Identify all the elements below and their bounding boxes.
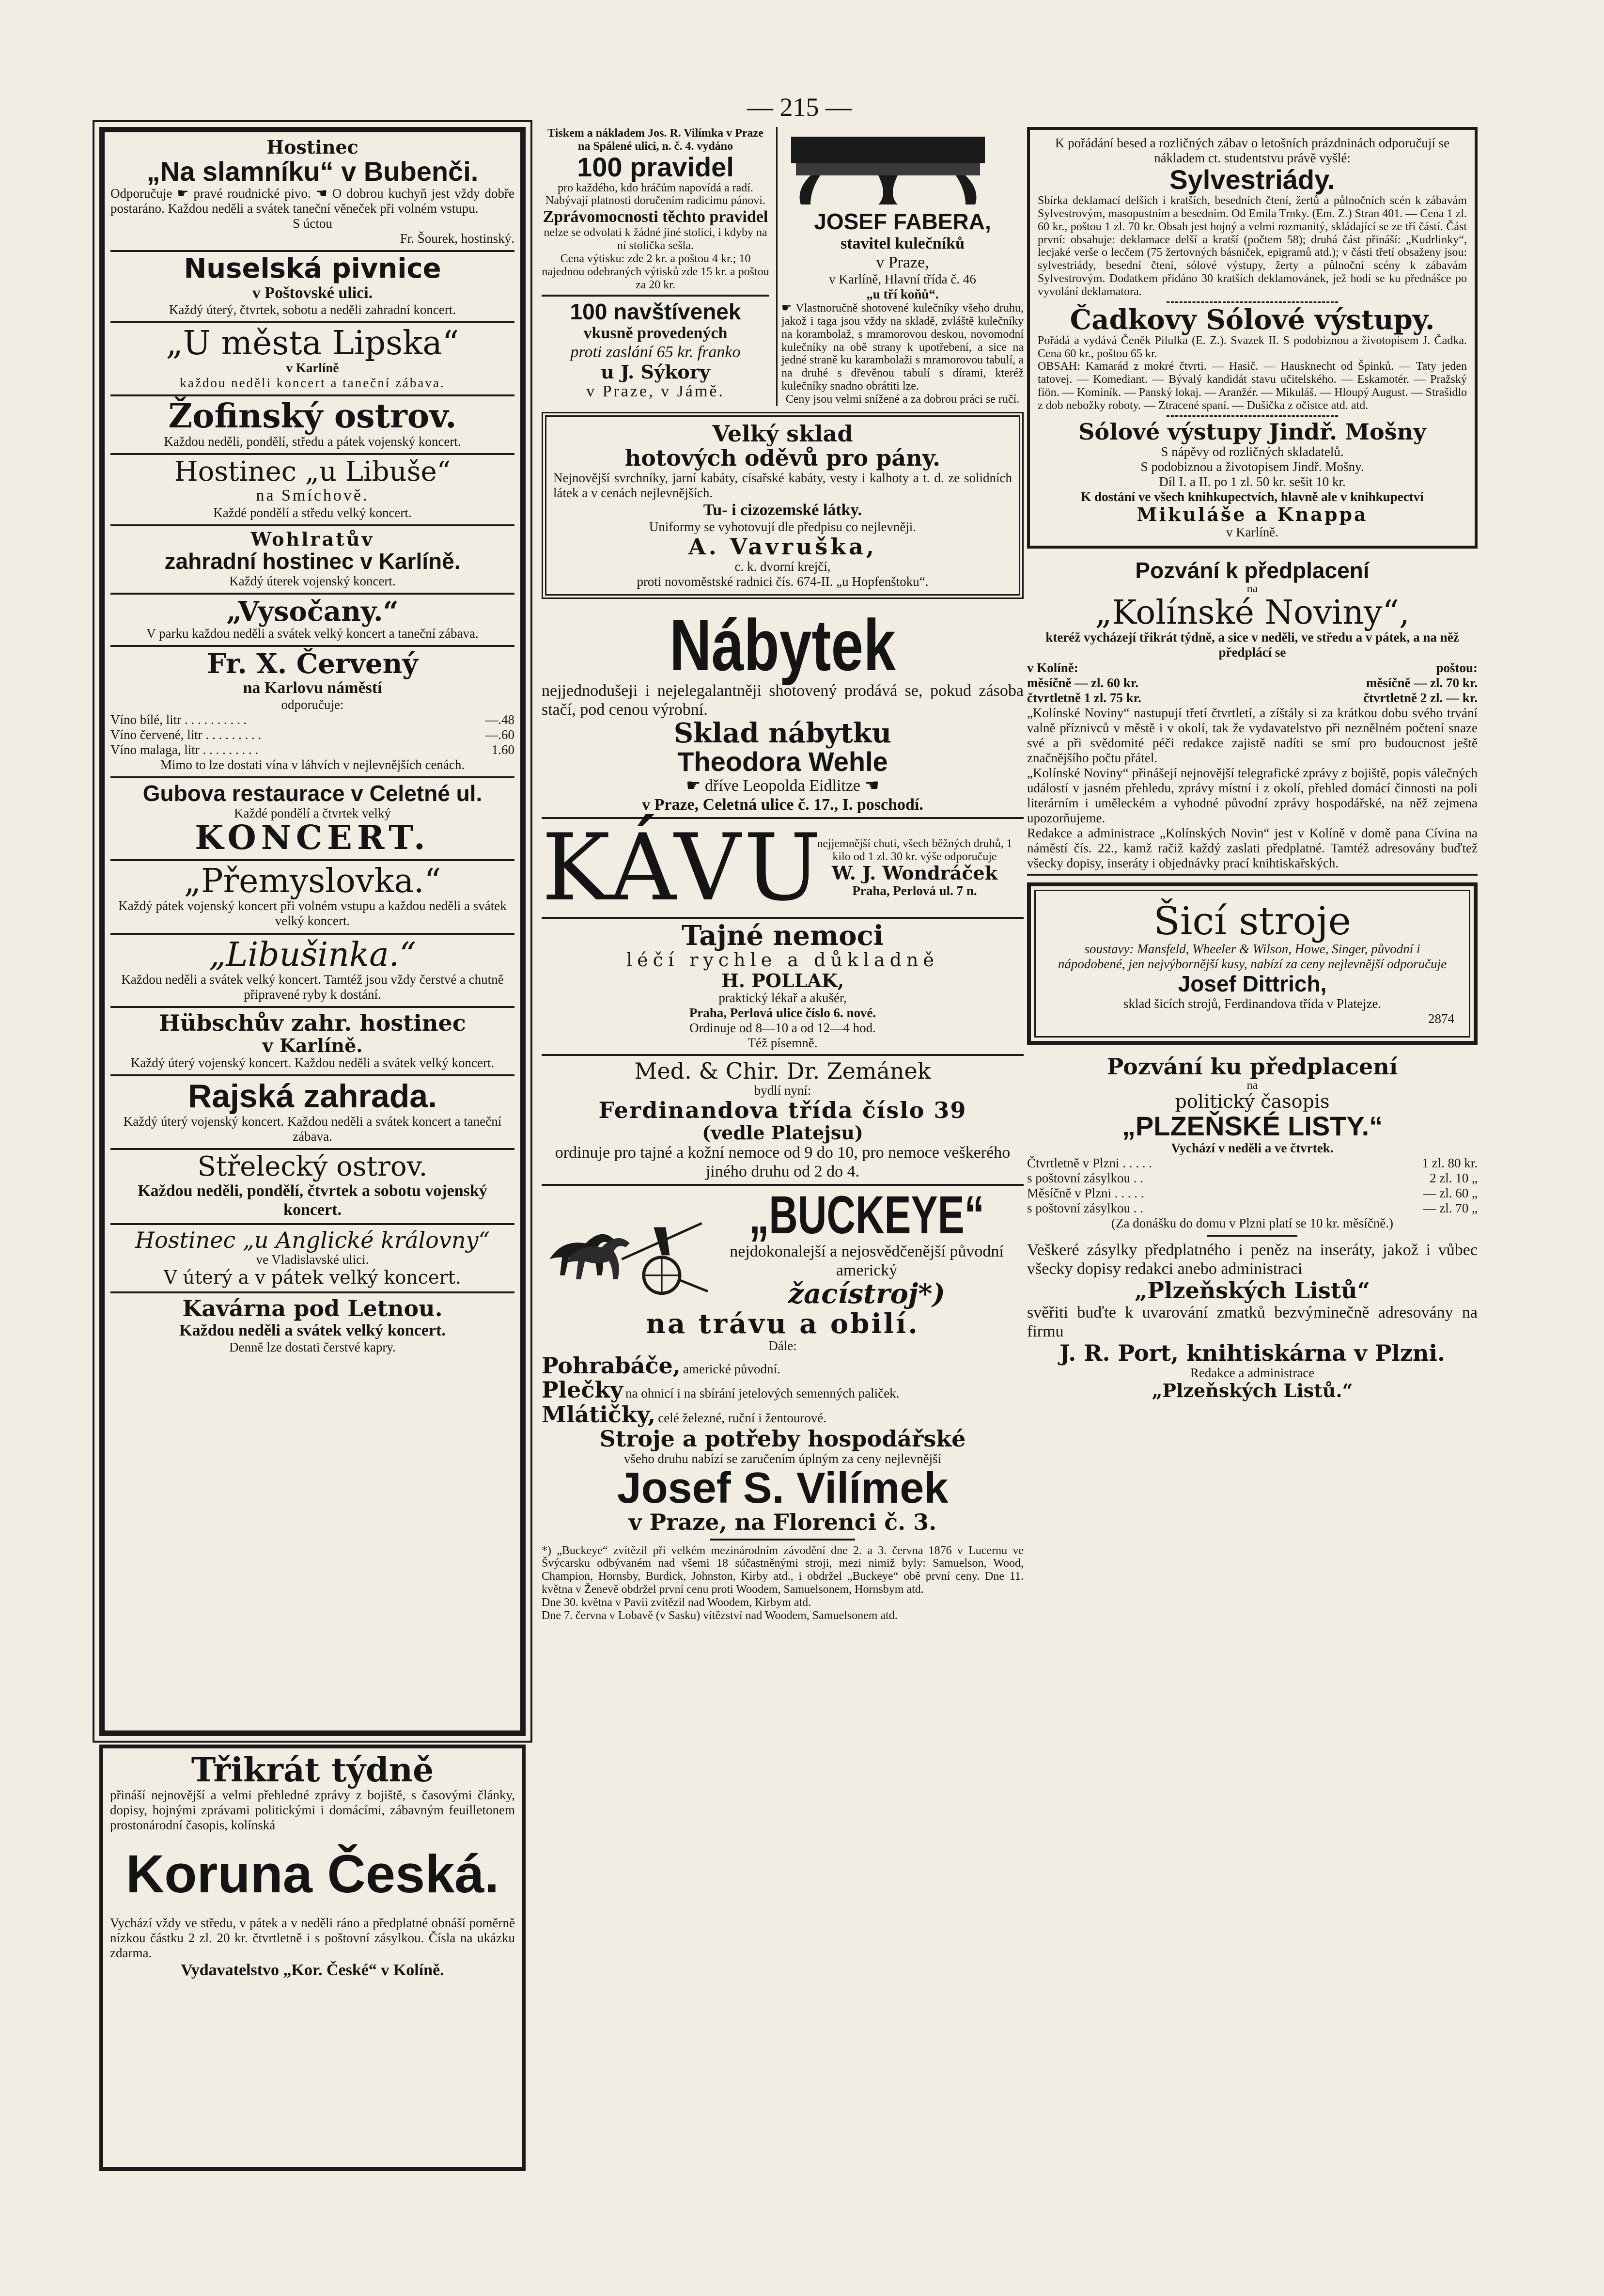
ad-subtitle: v Karlíně <box>286 361 339 376</box>
ad-title: Sylvestriády. <box>1169 164 1335 195</box>
ad-text: Praha, Perlová ulice číslo 6. nové. <box>689 1006 876 1021</box>
ad-subtitle: odporučuje: <box>281 697 344 712</box>
price-row <box>110 712 514 727</box>
price-header <box>1027 660 1478 676</box>
ad-text: proti novoměstské radnici čís. 674-II. „u Hopfenštoku“. <box>637 574 929 589</box>
ad-text: celé železné, ruční i žentourové. <box>658 1410 827 1425</box>
ad-subtitle: na Smíchově. <box>256 487 369 505</box>
billiard-table-illustration <box>781 127 995 209</box>
ad-text: Odporučuje ☛ pravé roudnické pivo. ☚ O dobrou kuchyň jest vždy dobře postaráno. Každou neděli a svátek taneční věneček při volném vstupu. <box>110 186 514 216</box>
ad-text: Každý úterý, čtvrtek, sobotu a neděli zahradní koncert. <box>169 302 456 317</box>
ad-sici-stroje <box>1027 882 1478 1045</box>
ad-text: Vychází v neděli a ve čtvrtek. <box>1171 1141 1334 1156</box>
price-row <box>1027 691 1478 706</box>
divider <box>110 524 514 526</box>
ad-text: Každou neděli, pondělí, středu a pátek vojenský koncert. <box>164 434 461 449</box>
ad-text: K pořádání besed a rozličných zábav o letošních prázdninách odporučují se nákladem ct. studentstvu právě vyšlé: <box>1055 136 1450 166</box>
ad-josef-fabera <box>776 127 1024 406</box>
divider <box>110 1223 514 1225</box>
ad-subtitle: ve Vladislavské ulici. <box>256 1252 369 1267</box>
ad-title: Stroje a potřeby hospodářské <box>599 1426 966 1452</box>
ad-footer: Vydavatelstvo „Kor. České“ v Kolíně. <box>181 1961 444 1979</box>
ad-text: vkusně provedených <box>583 324 728 343</box>
ad-title: „Na slamníku“ v Bubenči. <box>146 156 479 187</box>
ad-text: S podobiznou a životopisem Jindř. Mošny. <box>1140 459 1364 474</box>
ad-text: sklad šicích strojů, Ferdinandova třída v Platejze. <box>1123 996 1382 1011</box>
ad-text: soustavy: Mansfeld, Wheeler & Wilson, Howe, Singer, původní i nápodobené, jen nejvýbornější kusy, nabízí za ceny nejlevnější odporučuje <box>1058 942 1447 972</box>
ad-text: (vedle Platejsu) <box>702 1121 863 1144</box>
ad-subtitle: v Karlíně. <box>262 1034 363 1056</box>
buckeye-header <box>542 1185 1024 1310</box>
ad-text: Mimo to lze dostati vína v láhvích v nejlevnějších cenách. <box>160 757 465 772</box>
ad-text: Každou neděli a svátek velký koncert. <box>179 1321 446 1339</box>
ad-text: Každý úterý vojenský koncert. Každou neděli a svátek velký koncert. <box>130 1055 495 1070</box>
divider <box>542 1054 1024 1056</box>
divider <box>110 1291 514 1293</box>
ad-text: na <box>1246 582 1258 596</box>
ad-text: v Praze, Celetná ulice č. 17., I. poschodí. <box>642 795 923 814</box>
ad-title: Zprávomocnosti těchto pravidel <box>543 208 768 226</box>
ad-hubschuv <box>110 1011 514 1070</box>
price-label: Měsíčně v Plzni <box>1027 1186 1111 1201</box>
ad-buckeye <box>542 1185 1024 1622</box>
ad-u-mesta-lipska <box>110 326 514 391</box>
ad-text: Každé pondělí a středu velký koncert. <box>213 505 412 520</box>
ad-title: „PLZEŇSKÉ LISTY.“ <box>1121 1111 1383 1142</box>
divider <box>110 645 514 647</box>
ad-tajne-nemoci <box>542 919 1024 1051</box>
ad-title: Hübschův zahr. hostinec <box>159 1009 466 1036</box>
ad-item: Plečky <box>542 1377 623 1403</box>
ad-text: politický časopis <box>1175 1091 1330 1113</box>
ad-text: Veškeré zásylky předplatného i peněz na inseráty, jakož i vůbec všecky dopisy redakci anebo administraci <box>1027 1241 1478 1278</box>
price-value: měsíčně — zl. 60 kr. <box>1027 675 1138 690</box>
ad-title: Pozvání k předplacení <box>1135 557 1370 583</box>
ad-text: každou neděli koncert a taneční zábava. <box>180 376 445 391</box>
page-number: — 215 — <box>747 93 852 122</box>
divider <box>110 453 514 455</box>
ad-text: svěřiti buďte k uvarování zmatků bezvýminečně adresovány na firmu <box>1027 1304 1478 1341</box>
ad-text: nejjednodušeji i nejelegalantněji shotovený prodává se, pokud zásoba stačí, pod cenou výrobní. <box>542 681 1024 719</box>
price-label: Víno malaga, litr <box>110 742 200 757</box>
divider <box>1207 1235 1297 1237</box>
price-label: Víno bílé, litr <box>110 712 182 727</box>
divider <box>110 250 514 252</box>
ad-title: Velký sklad <box>712 420 853 447</box>
ad-text: Každý úterý vojenský koncert. Každou neděli a svátek koncert a taneční zábava. <box>123 1114 502 1144</box>
ad-title: Gubova restaurace v Celetné ul. <box>142 780 483 806</box>
ad-title: J. R. Port, knihtiskárna v Plzni. <box>1059 1340 1445 1367</box>
price-row <box>1027 1201 1478 1216</box>
ad-nuselska-pivnice <box>110 252 514 317</box>
ad-text: ☛ Vlastnoručně shotovené kulečníky všeho druhu, jakož i taga jsou vždy na skladě, zvláště kulečníky na korambolaž, s mramorovou deskou, novomodní kulečníky na obě strany k upotřebení, a sice na jedné straně ku karambolaži s mramorovou tabulí, a na druhé s dřevěnou tabulí s dírami, kteréž kulečníky snadno obrátiti lze. <box>781 301 1024 393</box>
ad-text: stavitel kulečníků <box>841 234 965 252</box>
ad-anglicka-kralovna <box>110 1228 514 1288</box>
ad-footnote: Dne 7. června v Lobavě (v Sasku) vítězství nad Woodem, Samuelsonem atd. <box>542 1609 898 1622</box>
price-label: Víno červené, litr <box>110 727 202 742</box>
price-label: v Kolíně: <box>1027 660 1078 675</box>
ad-title: 100 navštívenek <box>570 299 741 324</box>
divider <box>110 776 514 778</box>
price-dots: . . . . . . . . . . <box>181 712 247 727</box>
ad-title: Hostinec „u Libuše“ <box>174 456 451 488</box>
ad-text: americké původní. <box>683 1361 780 1376</box>
ad-koruna-ceska <box>99 1745 526 2171</box>
ad-title: Žofinský ostrov. <box>168 397 457 436</box>
ad-text: Sbírka deklamací delších i kratších, besedních čtení, žertů a půlnočních scén k zábavám Sylvestrovým, masopustním a besedním. Od Emila Trnky. (Em. Z.) Stran 401. — Cena 1 zl. 60 kr., poštou 1 zl. 70 kr. Obsah jest hojný a velmi rozmanitý, skládající se ze tří částí. Část první: obsahuje: deklamace delší a kratší (počtem 58); druhá část přináší: „Kudrlinky“, lecjaké verše o lecčem (75 žertovných básniček, epigramů atd.); v části třetí obsaženy jsou: sylvestriády, besední čtení, sólové výstupy, žerty a půlnoční scény k zábavám Sylvestrovým. Dodatkem přidáno 30 kratších deklamovánek, jež hodí se ku přednášce po vyvolání deklamatora. <box>1038 194 1467 299</box>
ad-text: na <box>1246 1079 1258 1092</box>
divider <box>110 1074 514 1076</box>
divider <box>1167 301 1338 303</box>
price-value: — zl. 60 „ <box>1423 1186 1478 1201</box>
price-value: 1.60 <box>491 742 514 757</box>
ad-title: Sklad nábytku <box>673 717 892 750</box>
price-row <box>1027 1156 1478 1171</box>
divider <box>110 394 514 396</box>
ad-text: Ordinuje od 8—10 a od 12—4 hod. <box>689 1021 876 1036</box>
price-value: — zl. 70 „ <box>1423 1201 1478 1216</box>
ad-title: Josef Dittrich, <box>1178 971 1327 997</box>
ad-title: „Plzeňských Listů“ <box>1134 1277 1370 1304</box>
divider <box>110 321 514 323</box>
ad-big-title: „BUCKEYE“ <box>749 1185 985 1245</box>
ad-fr-x-cerveny <box>110 647 514 772</box>
ad-text: přináší nejnovější a velmi přehledné zprávy z bojiště, s časovými články, dopisy, hojnými zprávami politickými i domácími, zábavným feuilletonem prostonárodní časopis, kolínská <box>110 1788 515 1833</box>
ad-text: Cena výtisku: zde 2 kr. a poštou 4 kr.; 10 najednou odebraných výtisků zde 15 kr. a poštou za 20 kr. <box>542 252 769 291</box>
ad-hostinec-u-libuse <box>110 458 514 520</box>
column-2 <box>542 127 1024 2172</box>
ad-title: zahradní hostinec v Karlíně. <box>164 549 461 574</box>
buckeye-list <box>542 1353 1024 1427</box>
ad-text: v Praze, v Jámě. <box>586 382 725 401</box>
ad-text: c. k. dvorní krejčí, <box>734 559 831 574</box>
price-row <box>1027 1186 1478 1201</box>
ad-title: Theodora Wehle <box>677 746 888 777</box>
ad-text: ☛ dříve Leopolda Eidlitze ☚ <box>686 776 879 795</box>
price-dots: . . . . . . . . . <box>202 727 262 742</box>
price-value: měsíčně — zl. 70 kr. <box>1366 675 1478 690</box>
ad-text: kteréž vycházejí třikrát týdně, a sice v neděli, ve středu a v pátek, a na něž předplácí se <box>1045 630 1459 660</box>
ad-title: JOSEF FABERA, <box>814 209 991 234</box>
buckeye-title <box>710 1185 1024 1310</box>
ad-big-title: Josef S. Vilímek <box>617 1464 949 1513</box>
ad-nabytek <box>542 604 1024 814</box>
ad-text: Tu- i cizozemské látky. <box>703 501 862 519</box>
ad-rajska-zahrada <box>110 1079 514 1144</box>
ad-text: Uniformy se vyhotovují dle předpisu co nejlevněji. <box>649 519 917 535</box>
ad-sign: S úctou <box>293 216 332 231</box>
ad-text: H. POLLAK, <box>721 969 844 991</box>
ad-title: Třikrát týdně <box>191 1751 434 1790</box>
price-dots: . . <box>1130 1171 1143 1186</box>
ad-strelecky-ostrov <box>110 1150 514 1219</box>
ad-text: nejjemnější chuti, všech běžných druhů, 1 kilo od 1 zl. 30 kr. výše odporučuje <box>817 837 1012 863</box>
ad-title: Střelecký ostrov. <box>197 1150 428 1182</box>
ad-big-title: Koruna Česká. <box>125 1844 499 1904</box>
price-label: s poštovní zásylkou <box>1027 1201 1130 1216</box>
ad-kavarna-pod-letnou <box>110 1296 514 1355</box>
ad-text: Ceny jsou velmi snížené a za dobrou práci se ručí. <box>785 393 1020 406</box>
ad-item: Mlátičky, <box>542 1401 656 1428</box>
ad-text: v Praze, <box>876 253 929 271</box>
ad-text: Redakce a administrace „Kolínských Novin“ jest v Kolíně v domě pana Cívina na náměstí čís. 22., kamž račiž každý zaslati předplatné. Tamtéž adresovány buďtež všecky dopisy, inseráty i objednávky prací knihtiskařských. <box>1027 826 1478 871</box>
ad-kicker: Wohlratův <box>250 528 374 550</box>
price-dots: . . . . . . . . . <box>199 742 259 757</box>
divider <box>710 1539 855 1541</box>
ad-text: Tiskem a nákladem Jos. R. Vilímka v Praze na Spálené ulici, n. č. 4. vydáno <box>547 127 763 153</box>
ad-sylvestriady-box <box>1027 127 1478 549</box>
price-dots: . . <box>1130 1201 1143 1216</box>
top-row <box>542 127 1024 406</box>
column-3 <box>1027 127 1478 2172</box>
ad-text: V úterý a v pátek velký koncert. <box>164 1266 461 1288</box>
ad-title: „Libušinka.“ <box>208 935 417 974</box>
ad-text: Pořádá a vydává Čeněk Pilulka (E. Z.). Svazek II. S podobiznou a životopisem J. Čadka. Cena 60 kr., poštou 65 kr. <box>1038 334 1467 360</box>
wine-price-list <box>110 712 514 757</box>
ad-title: „Vysočany.“ <box>226 596 399 628</box>
ad-plzenske-listy <box>1027 1054 1478 1401</box>
plzen-price-list <box>1027 1156 1478 1216</box>
ad-text: „Kolínské Noviny“ nastupují třetí čtvrtletí, a zíštály si za krátkou dobu svého trvání valně příznivců v městě i v okolí, tak že vydavatelstvo při neznělném počtení snaze své a při svědomité péči redakce zajistě nadíti se smí pro budoucnost ještě značnějšího počtu přátel. <box>1027 705 1478 765</box>
divider <box>110 1006 514 1008</box>
ad-wohlratuv <box>110 529 514 589</box>
price-row <box>1027 676 1478 691</box>
price-value: čtvrtletně 2 zl. — kr. <box>1363 690 1478 705</box>
ad-text: proti zaslání 65 kr. franko <box>570 343 741 362</box>
price-value: 1 zl. 80 kr. <box>1422 1156 1478 1171</box>
ad-big-title: Nábytek <box>670 604 896 686</box>
ad-sign: Fr. Šourek, hostinský. <box>400 231 514 246</box>
ad-title: žacístroj*) <box>788 1277 945 1310</box>
ad-title: Čadkovy Sólové výstupy. <box>1070 303 1435 336</box>
ad-text: u J. Sýkory <box>601 361 710 383</box>
ad-title: Nuselská pivnice <box>184 252 441 284</box>
price-row <box>110 727 514 742</box>
ad-title: Šicí stroje <box>1153 898 1351 944</box>
ad-dr-zemanek <box>542 1059 1024 1181</box>
ad-text: v Karlíně. <box>1226 524 1278 539</box>
ad-text: Vychází vždy ve středu, v pátek a v neděli ráno a předplatné obnáší poměrně nízkou částku 2 zl. 20 kr. čtvrtletně i s poštovní zásylkou. Čísla na ukázku zdarma. <box>110 1915 515 1960</box>
ad-text: Každou neděli, pondělí, čtvrtek a sobotu vojenský koncert. <box>138 1181 487 1219</box>
ad-na-slamniku <box>110 137 514 246</box>
ad-zofinsky-ostrov <box>110 399 514 449</box>
price-dots: . . . . . <box>1111 1186 1144 1201</box>
ad-text: nejdokonalejší a nejosvědčenější původní americký <box>730 1242 1004 1279</box>
ad-item: Pohrabáče, <box>542 1352 681 1379</box>
ad-text: Denně lze dostati čerstvé kapry. <box>229 1340 396 1355</box>
ad-text: „Kolínské Noviny“ přinášejí nejnovější telegrafické zprávy z bojiště, popis válečných událostí v jasném přehledu, zprávy místní i z okolí, přehled domácí činnosti na poli literárním i uměleckém a vyhodné původní zprávy hospodářské, na něž zejmena upozorňujeme. <box>1027 765 1478 825</box>
ad-footnote: Dne 30. května v Pavii zvítězil nad Woodem, Kirbym atd. <box>542 1596 811 1609</box>
ad-text: léčí rychle a důkladně <box>626 949 939 971</box>
ad-text: Každý pátek vojenský koncert při volném vstupu a každou neděli a svátek velký koncert. <box>118 898 507 928</box>
ad-text: Redakce a administrace <box>1190 1365 1315 1380</box>
ad-big-title: KÁVU <box>542 814 825 921</box>
price-label: Čtvrtletně v Plzni <box>1027 1156 1120 1171</box>
ad-text: bydlí nyní: <box>754 1083 811 1098</box>
ad-text: Praha, Perlová ul. 7 n. <box>852 883 977 898</box>
price-value: —.48 <box>485 712 514 727</box>
divider <box>110 933 514 935</box>
ad-text: Též písemně. <box>747 1036 818 1051</box>
ad-kolinske-noviny <box>1027 558 1478 871</box>
ad-kavu <box>542 814 1024 921</box>
ad-velky-sklad <box>542 412 1024 599</box>
ad-number: 2874 <box>1428 1011 1454 1026</box>
ad-title: „Kolínské Noviny“, <box>1095 594 1410 632</box>
ad-text: (Za donášku do domu v Plzni platí se 10 kr. měsíčně.) <box>1111 1216 1393 1231</box>
ad-text: nelze se odvolati k žádné jiné stolici, i kdyby na ní stolička sešla. <box>544 226 767 252</box>
ad-title: v Praze, na Florenci č. 3. <box>628 1509 937 1536</box>
ad-text: Každé pondělí a čtvrtek velký <box>234 805 391 820</box>
divider <box>110 859 514 861</box>
horse-mower-illustration <box>542 1189 710 1310</box>
ad-kavu-details <box>813 837 1016 899</box>
divider <box>1167 415 1338 417</box>
ad-subtitle: na Karlovu náměstí <box>243 678 382 697</box>
column-1-restaurants <box>99 127 526 1736</box>
ad-title: Mikuláše a Knappa <box>1137 503 1368 525</box>
ad-big-word: KONCERT. <box>195 818 430 857</box>
ad-kicker: Hostinec <box>266 136 358 158</box>
ad-text: Každou neděli a svátek velký koncert. Tamtéž jsou vždy čerstvé a chutně připravené ryby k dostání. <box>121 972 504 1002</box>
ad-text: ordinuje pro tajné a kožní nemoce od 9 do 10, pro nemoce veškerého jiného druhu od 2 do 4. <box>555 1143 1011 1180</box>
price-value: —.60 <box>485 727 514 742</box>
ad-text: OBSAH: Kamarád z mokré čtvrti. — Hasič. — Hausknecht od Špinků. — Taty jeden tatovej. — Komediant. — Bývalý kandidát stavu učitelského. — Eskamotér. — Pražský fiön. — Kominík. — Panský lokaj. — Aranžér. — Mikuláš. — Hloupý August. — Strašidlo z dob nebožky roboty. — Ztracené spaní. — Dušička z očistce atd. atd. <box>1038 360 1467 412</box>
ad-text: Díl I. a II. po 1 zl. 50 kr. sešit 10 kr. <box>1159 474 1346 489</box>
ad-text: v Karlíně, Hlavní třída č. 46 <box>829 271 976 286</box>
ad-title: Hostinec „u Anglické královny“ <box>135 1227 490 1253</box>
ad-libusinka <box>110 935 514 1002</box>
divider <box>1027 874 1478 876</box>
ad-premyslovka <box>110 864 514 928</box>
ad-title: 100 pravidel <box>577 151 734 182</box>
price-row <box>1027 1171 1478 1186</box>
ad-title: Tajné nemoci <box>681 919 884 952</box>
price-label: s poštovní zásylkou <box>1027 1171 1130 1186</box>
price-row <box>110 742 514 757</box>
ad-title: Ferdinandova třída číslo 39 <box>598 1097 967 1124</box>
ad-text: na ohnicí i na sbírání jetelových semenných paliček. <box>625 1386 900 1401</box>
price-value: 2 zl. 10 „ <box>1430 1171 1478 1186</box>
ad-text: Dále: <box>768 1338 797 1353</box>
ad-title: Fr. X. Červený <box>207 647 418 680</box>
ad-subtitle: v Poštovské ulici. <box>252 283 373 302</box>
ad-title: Kavárna pod Letnou. <box>182 1295 443 1322</box>
divider <box>110 1148 514 1150</box>
ad-text: pro každého, kdo hráčům napovídá a radí. Nabývají platnosti doručením radicimu pánovi. <box>545 181 765 207</box>
ad-title: Sólové výstupy Jindř. Mošny <box>1078 418 1426 445</box>
ad-title: Rajská zahrada. <box>187 1078 437 1115</box>
ad-title: Pozvání ku předplacení <box>1106 1053 1398 1080</box>
ad-text: S nápěvy od rozličných skladatelů. <box>1161 444 1344 459</box>
ad-100-pravidel <box>542 127 769 406</box>
ad-title: „Plzeňských Listů.“ <box>1152 1379 1353 1401</box>
divider <box>110 593 514 595</box>
ad-text: „u tří koňů“. <box>866 286 939 301</box>
ad-text: všeho druhu nabízí se zaručením úplným za ceny nejlevnější <box>623 1451 942 1466</box>
ad-gubova-restaurace <box>110 781 514 855</box>
price-value: čtvrtletně 1 zl. 75 kr. <box>1027 690 1141 705</box>
ad-title: A. Vavruška, <box>688 534 877 560</box>
ad-text: Nejnovější svrchníky, jarní kabáty, císařské kabáty, vesty i kalhoty a t. d. ze solidních látek a v cenách nejlevnějších. <box>553 471 1012 501</box>
ad-footnote: *) „Buckeye“ zvítězil při velkém mezinárodním závodění dne 2. a 3. června 1876 v Lucernu ve Švýcarsku odbývaném nad všemi 18 súčastněnými stroji, mezi nimiž byly: Samuelson, Wood, Champion, Hornsby, Burdick, Johnston, Kirby atd., i obdržel „Buckeye“ obě první ceny. Dne 11. května v Ženevě obdržel první cenu proti Woodem, Samuelsonem, Hornsbym atd. <box>542 1544 1024 1596</box>
ad-title: na trávu a obilí. <box>646 1307 919 1340</box>
ad-text: praktický lékař a akušér, <box>718 991 847 1006</box>
ad-title: Med. & Chir. Dr. Zemánek <box>634 1057 931 1084</box>
ad-text: K dostání ve všech knihkupectvích, hlavně ale v knihkupectví <box>1081 489 1424 504</box>
divider <box>542 295 769 297</box>
price-label: poštou: <box>1436 660 1478 675</box>
ad-vysocany <box>110 598 514 641</box>
ad-title: „U města Lipska“ <box>166 324 459 362</box>
ad-text: Každý úterek vojenský koncert. <box>229 573 396 588</box>
ad-text: V parku každou neděli a svátek velký koncert a taneční zábava. <box>146 626 479 641</box>
ad-title: „Přemyslovka.“ <box>184 862 441 901</box>
ad-text: W. J. Wondráček <box>831 862 998 884</box>
price-dots: . . . . . <box>1119 1156 1152 1171</box>
ad-title: hotových oděvů pro pány. <box>624 445 941 472</box>
